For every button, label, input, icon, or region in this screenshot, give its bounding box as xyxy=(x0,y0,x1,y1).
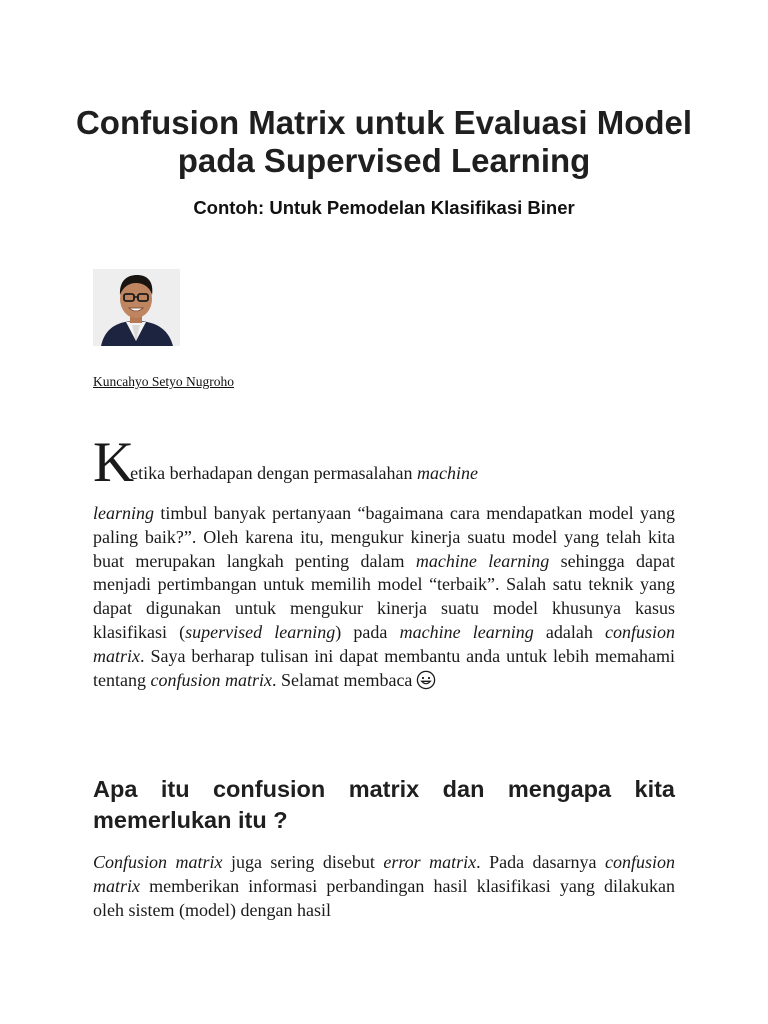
drop-cap: K xyxy=(93,431,131,494)
author-name-link[interactable]: Kuncahyo Setyo Nugroho xyxy=(93,374,234,389)
intro-paragraph: learning timbul banyak pertanyaan “bagaimana cara mendapatkan model yang paling baik?”. Oleh karena itu, mengukur kinerja suatu model yang telah kita buat merupakan langkah penting dalam machine learning sehingga dapat menjadi pertimbangan untuk memilih model “terbaik”. Salah satu teknik yang dapat digunakan untuk mengukur kinerja suatu model khusunya kasus klasifikasi (supervised learning) pada machine learning adalah confusion matrix. Saya berharap tulisan ini dapat membantu anda untuk lebih memahami tentang confusion matrix. Selamat membaca xyxy=(93,503,675,690)
section-paragraph: Confusion matrix juga sering disebut error matrix. Pada dasarnya confusion matrix memberikan informasi perbandingan hasil klasifikasi yang dilakukan oleh sistem (model) dengan hasil xyxy=(93,852,675,920)
section-heading: Apa itu confusion matrix dan mengapa kita memerlukan itu ? xyxy=(93,776,675,833)
author-portrait-icon xyxy=(93,269,180,346)
intro-first-line: Ketika berhadapan dengan permasalahan machine xyxy=(93,431,479,494)
author-photo[interactable] xyxy=(93,269,180,346)
article-title: Confusion Matrix untuk Evaluasi Model pada Supervised Learning xyxy=(75,104,693,179)
grinning-face-icon xyxy=(416,670,436,690)
article-subtitle: Contoh: Untuk Pemodelan Klasifikasi Biner xyxy=(193,197,575,218)
